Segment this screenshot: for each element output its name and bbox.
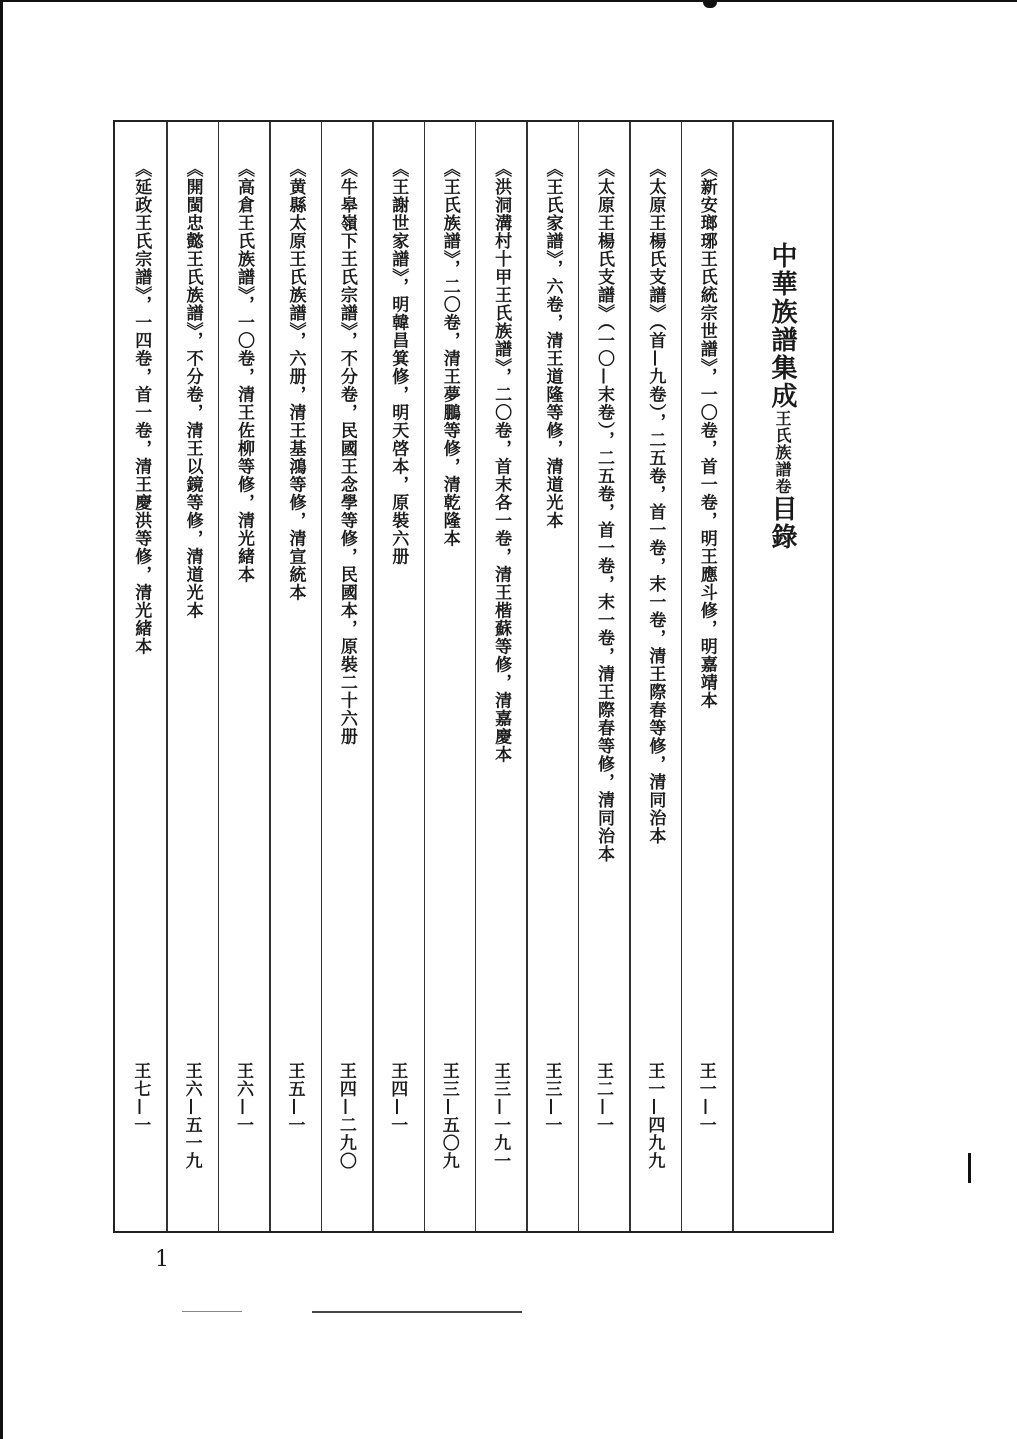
page-number: 1: [155, 1247, 169, 1272]
scan-mark: [703, 0, 717, 8]
entry-title: 《王謝世家譜》，明韓昌箕修，明天啓本，原裝六册: [388, 160, 409, 566]
entry-title: 《新安瑯琊王氏統宗世譜》，一〇卷，首一卷，明王應斗修，明嘉靖本: [696, 160, 717, 710]
catalog-entry: [526, 122, 577, 1231]
column-divider: [218, 122, 220, 1231]
entry-title: 《牛皋嶺下王氏宗譜》，不分卷，民國王念學等修，民國本，原裝二十六册: [336, 160, 357, 746]
column-divider: [681, 122, 683, 1231]
catalog-entry: [424, 122, 475, 1231]
entry-page-ref: 王二—一: [592, 1062, 613, 1134]
entry-title: 《黄縣太原王氏族譜》，六册，清王基鴻等修，清宣統本: [285, 160, 306, 602]
column-divider: [629, 122, 631, 1231]
catalog-entry: [115, 122, 166, 1231]
entry-title: 《太原王楊氏支譜》（一〇—末卷），二五卷，首一卷，末一卷，清王際春等修，清同治本: [593, 160, 614, 863]
volume-subtitle: 王氏族譜卷: [773, 410, 792, 495]
entry-page-ref: 王三—一: [541, 1062, 562, 1134]
section-title: 目錄: [767, 495, 797, 551]
entry-page-ref: 王四—二九〇: [335, 1062, 356, 1170]
entry-page-ref: 王一—一: [695, 1062, 716, 1134]
entry-title: 《王氏家譜》，六卷，清王道隆等修，清道光本: [542, 160, 563, 530]
entry-page-ref: 王一—四九九: [644, 1062, 665, 1170]
catalog-entry: [629, 122, 680, 1231]
entry-page-ref: 王五—一: [284, 1062, 305, 1134]
catalog-table: [113, 120, 834, 1233]
book-title: 中華族譜集成: [767, 242, 797, 410]
entry-title: 《洪洞溝村十甲王氏族譜》，二〇卷，首末各一卷，清王楷蘇等修，清嘉慶本: [491, 160, 512, 764]
catalog-entry: [372, 122, 423, 1231]
entry-title: 《王氏族譜》，二〇卷，清王夢鵬等修，清乾隆本: [439, 160, 460, 548]
scan-border-left: [0, 0, 3, 1439]
scan-mark: [968, 1153, 971, 1183]
catalog-entry: [475, 122, 526, 1231]
catalog-heading: [769, 242, 795, 551]
column-divider: [526, 122, 528, 1231]
scan-border-top: [0, 0, 1017, 2]
column-divider: [732, 122, 734, 1231]
catalog-entry: [321, 122, 372, 1231]
column-divider: [269, 122, 271, 1231]
column-divider: [424, 122, 426, 1231]
entry-page-ref: 王六—五一九: [181, 1062, 202, 1170]
heading-column: [732, 122, 832, 1231]
column-divider: [475, 122, 477, 1231]
column-divider: [578, 122, 580, 1231]
entry-page-ref: 王三—五〇九: [438, 1062, 459, 1170]
entry-page-ref: 王四—一: [387, 1062, 408, 1134]
column-divider: [166, 122, 168, 1231]
catalog-entry: [218, 122, 269, 1231]
column-divider: [372, 122, 374, 1231]
entry-title: 《太原王楊氏支譜》（首—九卷），二五卷，首一卷，末一卷，清王際春等修，清同治本: [645, 160, 666, 845]
entry-title: 《延政王氏宗譜》，一四卷，首一卷，清王慶洪等修，清光緒本: [131, 160, 152, 656]
entry-title: 《開閩忠懿王氏族譜》，不分卷，清王以鏡等修，清道光本: [182, 160, 203, 620]
catalog-entry: [269, 122, 320, 1231]
catalog-entry: [578, 122, 629, 1231]
catalog-entry: [166, 122, 217, 1231]
entry-page-ref: 王三—一九一: [490, 1062, 511, 1170]
entry-page-ref: 王六—一: [233, 1062, 254, 1134]
column-divider: [321, 122, 323, 1231]
footer-rule: [312, 1311, 522, 1313]
catalog-entry: [681, 122, 732, 1231]
footer-rule: [182, 1311, 242, 1312]
entry-title: 《高倉王氏族譜》，一〇卷，清王佐柳等修，清光緒本: [234, 160, 255, 584]
entry-page-ref: 王七—一: [130, 1062, 151, 1134]
